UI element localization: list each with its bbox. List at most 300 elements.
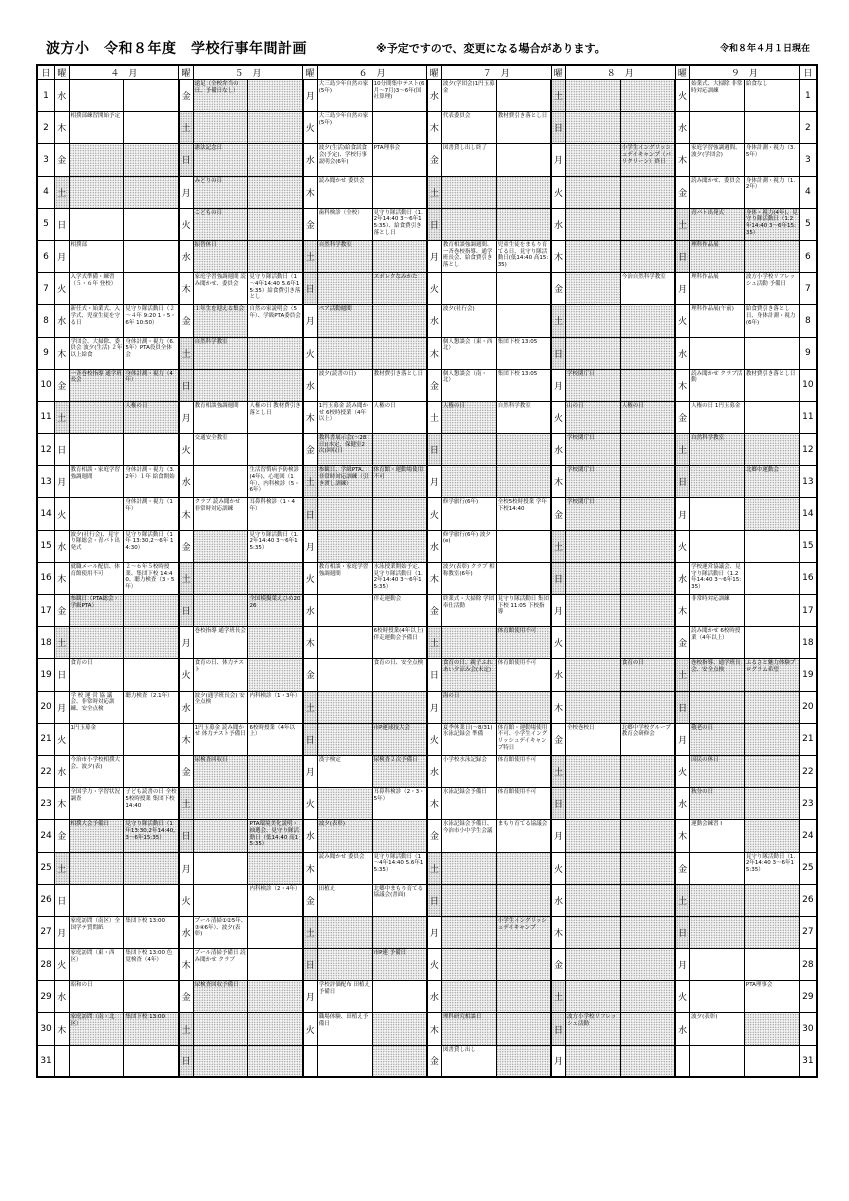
day-number: 20 — [37, 691, 55, 723]
weekday-cell: 木 — [303, 176, 317, 208]
event-cell — [496, 530, 551, 562]
weekday-cell: 金 — [551, 723, 565, 755]
event-cell — [372, 916, 427, 948]
weekday-cell: 土 — [303, 466, 317, 498]
event-cell: 振替休日 — [193, 240, 248, 272]
event-cell: 敬老の日 — [690, 723, 745, 755]
day-row — [37, 981, 817, 1013]
event-cell: 全校5校時授業 学年下校14:40 — [496, 498, 551, 530]
weekday-cell: 月 — [303, 755, 317, 787]
weekday-cell: 土 — [551, 755, 565, 787]
day-number: 2 — [799, 112, 817, 144]
event-cell: 学校運営協議会、見守り隊活動日（1.2年14:40 3～6年15:35） — [690, 562, 745, 594]
day-number: 8 — [37, 305, 55, 337]
day-row — [37, 788, 817, 820]
event-cell — [317, 627, 372, 659]
day-row — [37, 562, 817, 594]
weekday-cell: 木 — [427, 788, 441, 820]
event-cell: 小学生イングリッシュデイキャンプ（バリクリーン）終日 — [620, 144, 675, 176]
day-row — [37, 627, 817, 659]
weekday-cell: 火 — [551, 176, 565, 208]
weekday-cell: 火 — [551, 852, 565, 884]
event-cell: 入学式準備・練習（５・６年 登校） — [69, 273, 124, 305]
event-cell — [372, 434, 427, 466]
day-column-header: 日 — [37, 65, 55, 80]
weekday-cell: 金 — [303, 659, 317, 691]
event-cell — [690, 1045, 745, 1077]
weekday-cell: 金 — [55, 595, 69, 627]
day-number: 26 — [799, 884, 817, 916]
weekday-cell: 日 — [551, 788, 565, 820]
day-row — [37, 144, 817, 176]
day-number: 17 — [799, 595, 817, 627]
event-cell — [317, 949, 372, 981]
day-row — [37, 305, 817, 337]
weekday-cell: 金 — [179, 530, 193, 562]
weekday-cell: 火 — [675, 530, 689, 562]
event-cell — [248, 949, 303, 981]
event-cell — [317, 916, 372, 948]
event-cell — [496, 884, 551, 916]
event-cell: 体育館・運動場使用不可 — [372, 466, 427, 498]
event-cell — [565, 627, 620, 659]
weekday-cell: 金 — [675, 401, 689, 433]
event-cell: 自然科学教室 — [317, 240, 372, 272]
event-cell — [620, 530, 675, 562]
event-cell: 始業式、大掃除 非常時対応訓練 — [690, 80, 745, 112]
event-cell — [496, 80, 551, 112]
event-cell: 小学校水泳記録会 — [441, 755, 496, 787]
weekday-cell: 日 — [179, 369, 193, 401]
event-cell — [620, 498, 675, 530]
event-cell: 波方小学校リフレッシュ活動 予備日 — [744, 273, 799, 305]
event-cell: 波夕(読書の日) — [317, 369, 372, 401]
event-cell — [690, 337, 745, 369]
event-cell: 尿検査回収日 — [193, 755, 248, 787]
day-row — [37, 401, 817, 433]
event-cell — [690, 112, 745, 144]
event-cell: ふるさと魅力体験プログラム希望 — [744, 659, 799, 691]
event-cell: 読み聞かせ、委員会 — [690, 176, 745, 208]
weekday-cell: 金 — [55, 144, 69, 176]
weekday-cell: 日 — [551, 112, 565, 144]
weekday-cell: 金 — [427, 595, 441, 627]
event-cell: クラブ 読み聞かせ 非常時対応訓練 — [193, 498, 248, 530]
weekday-cell: 水 — [427, 530, 441, 562]
event-cell: 参観日（PTA総会・学級PTA） — [69, 595, 124, 627]
event-cell: 大三島少年自然の家(5年) — [317, 80, 372, 112]
event-cell: 自然科学教室 — [193, 337, 248, 369]
event-cell: 水泳授業開始予定、見守り隊活動日（1.2年14:40 3～6年15:35） — [372, 562, 427, 594]
event-cell: 漢字検定 — [317, 755, 372, 787]
event-cell — [372, 691, 427, 723]
event-cell: 家庭訪問（南区）全国学テ質問紙 — [69, 916, 124, 948]
event-cell: 波夕(表彰) — [317, 820, 372, 852]
event-cell: 教材費引き落とし日 — [496, 112, 551, 144]
weekday-cell: 月 — [675, 273, 689, 305]
weekday-cell: 水 — [303, 820, 317, 852]
page-header — [36, 38, 812, 60]
event-cell: 集団下校 13:00 — [124, 916, 179, 948]
event-cell: 波夕(通学班長会) 安全点検 — [193, 691, 248, 723]
event-cell — [193, 820, 248, 852]
weekday-cell: 日 — [303, 949, 317, 981]
event-cell: 新任式・始業式、入学式、児童生徒を守る日 — [69, 305, 124, 337]
weekday-cell: 月 — [675, 723, 689, 755]
weekday-column-header: 曜 — [675, 65, 689, 80]
event-cell: 青パト出発式 — [690, 208, 745, 240]
event-cell: 波方小学校リフレッシュ活動 — [565, 1013, 620, 1045]
event-cell — [248, 659, 303, 691]
weekday-cell: 木 — [427, 1013, 441, 1045]
event-cell: 身体計測・視力（1年） — [124, 498, 179, 530]
weekday-cell: 土 — [179, 337, 193, 369]
event-cell — [317, 788, 372, 820]
event-cell — [124, 176, 179, 208]
event-cell: 図書貸し出し — [441, 1045, 496, 1077]
event-cell — [193, 562, 248, 594]
event-cell: 国民の休日 — [690, 755, 745, 787]
event-cell: 体育館使用不可 — [496, 788, 551, 820]
weekday-cell: 水 — [303, 369, 317, 401]
weekday-cell: 火 — [179, 884, 193, 916]
event-cell: 集団下校 13:05 — [496, 337, 551, 369]
event-cell: 巻校指導 通学班長会 — [193, 627, 248, 659]
day-number: 3 — [799, 144, 817, 176]
weekday-cell — [55, 1045, 69, 1077]
day-number: 19 — [799, 659, 817, 691]
day-number: 20 — [799, 691, 817, 723]
day-number: 28 — [37, 949, 55, 981]
day-number: 7 — [37, 273, 55, 305]
event-cell — [496, 1045, 551, 1077]
event-cell: 生活習慣病予防検診(4年)、心電図（1年）、内科検診（5・6年） — [248, 466, 303, 498]
day-row — [37, 498, 817, 530]
event-cell: 体育館使用不可 — [496, 627, 551, 659]
event-cell — [496, 273, 551, 305]
event-cell — [441, 273, 496, 305]
event-cell: 尿検査２次予備日 — [372, 755, 427, 787]
day-number: 24 — [799, 820, 817, 852]
event-cell: 集団下校 13:05 — [496, 369, 551, 401]
event-cell — [124, 434, 179, 466]
event-cell — [372, 981, 427, 1013]
weekday-cell: 金 — [303, 434, 317, 466]
weekday-cell: 木 — [675, 369, 689, 401]
weekday-cell: 日 — [303, 273, 317, 305]
day-row — [37, 337, 817, 369]
event-cell — [69, 144, 124, 176]
month-header: ６ 月 — [317, 65, 427, 80]
weekday-cell: 木 — [303, 627, 317, 659]
day-row — [37, 240, 817, 272]
weekday-cell: 金 — [427, 369, 441, 401]
event-cell — [744, 112, 799, 144]
weekday-cell: 水 — [427, 305, 441, 337]
event-cell — [441, 627, 496, 659]
event-cell: 巻校指導、通学班長会、安全点検 — [690, 659, 745, 691]
weekday-cell: 日 — [179, 144, 193, 176]
weekday-cell: 日 — [427, 884, 441, 916]
weekday-cell: 土 — [551, 530, 565, 562]
event-cell: 6校時授業(4年以上) 伴走運動会予備日 — [372, 627, 427, 659]
event-cell: 市P運球技大会 — [372, 723, 427, 755]
event-cell — [496, 981, 551, 1013]
day-row — [37, 723, 817, 755]
weekday-cell: 月 — [303, 305, 317, 337]
weekday-cell: 金 — [179, 755, 193, 787]
event-cell: ペア活動週間 — [317, 305, 372, 337]
event-cell — [744, 434, 799, 466]
event-cell — [193, 466, 248, 498]
event-cell — [372, 820, 427, 852]
day-number: 7 — [799, 273, 817, 305]
day-row — [37, 1045, 817, 1077]
day-number: 26 — [37, 884, 55, 916]
day-number: 18 — [799, 627, 817, 659]
change-note: ※予定ですので、変更になる場合があります。 — [376, 42, 606, 55]
weekday-cell: 日 — [427, 434, 441, 466]
weekday-cell: 日 — [427, 208, 441, 240]
event-cell: 終業式・大掃除 学団奉仕活動 — [441, 595, 496, 627]
event-cell — [496, 562, 551, 594]
event-cell: 内科検診（2・4年） — [248, 884, 303, 916]
event-cell — [620, 369, 675, 401]
weekday-cell: 金 — [55, 820, 69, 852]
event-cell — [744, 916, 799, 948]
weekday-cell: 火 — [179, 659, 193, 691]
day-number: 13 — [37, 466, 55, 498]
event-cell: 学校閉庁日 — [565, 498, 620, 530]
weekday-cell: 火 — [55, 498, 69, 530]
event-cell: 身体計測・視力（1.2年） — [744, 176, 799, 208]
event-cell: 食育の日、体力テスト — [193, 659, 248, 691]
event-cell — [620, 337, 675, 369]
event-cell — [69, 401, 124, 433]
event-cell: 学 校 運 営 協 議会、非常時対応訓練、安全点検 — [69, 691, 124, 723]
event-cell: 子ども読書の日 全校5校時授業 集団下校14:40 — [124, 788, 179, 820]
event-cell: 非常時対応訓練 — [690, 595, 745, 627]
event-cell: 全国学力・学習状況調査 — [69, 788, 124, 820]
event-cell — [317, 273, 372, 305]
event-cell — [565, 820, 620, 852]
event-cell — [248, 369, 303, 401]
event-cell: 身体計測・視力（3.2年）１年 給食開始 — [124, 466, 179, 498]
event-cell: 波夕(表彰) — [690, 1013, 745, 1045]
weekday-cell: 火 — [551, 627, 565, 659]
weekday-cell: 火 — [55, 723, 69, 755]
event-cell: 波夕(社行会)、見守り隊総会・青パト出発式 — [69, 530, 124, 562]
event-cell — [744, 884, 799, 916]
month-header: ４ 月 — [69, 65, 179, 80]
weekday-cell: 金 — [427, 144, 441, 176]
weekday-cell: 金 — [551, 949, 565, 981]
event-cell: 10分間集中テスト(6月～7月)3～6年(国社算理) — [372, 80, 427, 112]
weekday-cell: 木 — [427, 337, 441, 369]
event-cell: PTA環境美化説明・抽選会、見守り隊活動日（低14:40 高15:35） — [248, 820, 303, 852]
event-cell: 見守り隊活動日（２～４年 9:20 1・5・6年 10:50） — [124, 305, 179, 337]
event-cell — [372, 112, 427, 144]
weekday-cell: 日 — [675, 691, 689, 723]
day-number: 27 — [799, 916, 817, 948]
event-cell — [565, 788, 620, 820]
event-cell: 理科作品展(午前) — [690, 305, 745, 337]
weekday-cell: 木 — [303, 401, 317, 433]
event-cell — [193, 530, 248, 562]
day-number: 4 — [799, 176, 817, 208]
event-cell — [124, 273, 179, 305]
month-header: ７ 月 — [441, 65, 551, 80]
event-cell: 家庭学習強調週間、波夕(学団会) — [690, 144, 745, 176]
day-number: 24 — [37, 820, 55, 852]
event-cell: 身体計測・視力（3.5年） — [744, 144, 799, 176]
event-cell: 見守り隊活動日 集団下校 11:05 下校指導 — [496, 595, 551, 627]
event-cell: 理科研究相談日 — [441, 1013, 496, 1045]
weekday-cell: 月 — [303, 530, 317, 562]
event-cell — [69, 208, 124, 240]
weekday-cell: 月 — [303, 80, 317, 112]
event-cell — [620, 884, 675, 916]
day-column-header: 日 — [799, 65, 817, 80]
weekday-cell: 土 — [55, 176, 69, 208]
weekday-cell: 土 — [179, 562, 193, 594]
day-number: 21 — [37, 723, 55, 755]
event-cell — [620, 562, 675, 594]
event-cell: 児童生徒をまもり育てる日、見守り隊活動日(低14:40 高15:35) — [496, 240, 551, 272]
weekday-cell: 火 — [179, 434, 193, 466]
day-row — [37, 659, 817, 691]
event-cell — [690, 884, 745, 916]
event-cell — [248, 1045, 303, 1077]
day-row — [37, 884, 817, 916]
event-cell: 自然の家説明会（5年）、学級PTA委員会 — [248, 305, 303, 337]
event-cell: 家庭訪問（東・西区） — [69, 949, 124, 981]
weekday-cell: 金 — [675, 176, 689, 208]
weekday-cell: 月 — [179, 627, 193, 659]
weekday-cell: 月 — [675, 949, 689, 981]
event-cell: ２～６年５校時授業、集団下校 14:40、聴力検査（3・5年） — [124, 562, 179, 594]
weekday-cell — [675, 1045, 689, 1077]
weekday-cell: 水 — [675, 1013, 689, 1045]
weekday-cell: 水 — [179, 691, 193, 723]
event-cell — [193, 788, 248, 820]
weekday-cell: 土 — [427, 176, 441, 208]
event-cell — [124, 659, 179, 691]
day-number: 16 — [37, 562, 55, 594]
weekday-cell: 土 — [303, 916, 317, 948]
event-cell: 1円玉募金 読み聞かせ 6校時授業（4年以上） — [317, 401, 372, 433]
event-cell — [69, 1045, 124, 1077]
weekday-cell: 木 — [675, 144, 689, 176]
day-number: 6 — [37, 240, 55, 272]
event-cell: 伴走運動会 — [372, 595, 427, 627]
weekday-cell: 日 — [55, 884, 69, 916]
event-cell: 遠足（全校弁当の日、予備日なし） — [193, 80, 248, 112]
weekday-cell: 水 — [675, 112, 689, 144]
event-cell: 夏季休業日(～8/31) 水泳記録会 準備 — [441, 723, 496, 755]
event-cell — [620, 466, 675, 498]
event-cell: 北郷中運動会 — [744, 466, 799, 498]
day-number: 25 — [37, 852, 55, 884]
weekday-cell: 月 — [427, 916, 441, 948]
event-cell: PTA理事会 — [744, 981, 799, 1013]
event-cell: 6校時授業（4年以上） — [248, 723, 303, 755]
event-cell — [248, 627, 303, 659]
event-cell — [124, 1045, 179, 1077]
event-cell: 読み聞かせ 委員会 — [317, 852, 372, 884]
event-cell — [124, 884, 179, 916]
weekday-cell: 水 — [179, 916, 193, 948]
event-cell — [744, 595, 799, 627]
day-number: 17 — [37, 595, 55, 627]
event-cell — [441, 916, 496, 948]
page-title: 波方小 令和８年度 学校行事年間計画 — [46, 41, 307, 57]
weekday-cell: 火 — [675, 755, 689, 787]
event-cell: 代表委員会 — [441, 112, 496, 144]
weekday-cell: 水 — [675, 337, 689, 369]
weekday-cell: 月 — [55, 240, 69, 272]
event-cell: 全校巻校日 — [565, 723, 620, 755]
event-cell: 集団下校 13:00 — [124, 1013, 179, 1045]
event-cell — [690, 852, 745, 884]
event-cell: 見守り隊活動日（1.2年14:40 3～6年15:35） — [248, 530, 303, 562]
weekday-cell: 火 — [303, 1013, 317, 1045]
event-cell: 人権の日 教材費引き落とし日 — [248, 401, 303, 433]
event-cell — [124, 852, 179, 884]
day-number: 31 — [37, 1045, 55, 1077]
weekday-cell: 日 — [675, 916, 689, 948]
weekday-cell: 土 — [675, 434, 689, 466]
event-cell — [317, 530, 372, 562]
day-row — [37, 755, 817, 787]
event-cell: 給食なし — [744, 80, 799, 112]
weekday-cell: 土 — [551, 981, 565, 1013]
event-cell — [248, 176, 303, 208]
event-cell — [565, 595, 620, 627]
weekday-cell: 木 — [179, 273, 193, 305]
event-cell — [372, 530, 427, 562]
weekday-cell: 月 — [551, 1045, 565, 1077]
event-cell: 人権の日 — [124, 401, 179, 433]
weekday-cell: 月 — [55, 466, 69, 498]
weekday-cell: 日 — [179, 1045, 193, 1077]
event-cell — [496, 176, 551, 208]
event-cell: 全国模擬葉えひめ2026 — [248, 595, 303, 627]
weekday-cell: 土 — [675, 659, 689, 691]
weekday-column-header: 曜 — [55, 65, 69, 80]
day-number: 9 — [799, 337, 817, 369]
event-cell — [248, 852, 303, 884]
event-cell: 1円玉募金 読み聞かせ 体力テスト予備日 — [193, 723, 248, 755]
event-cell — [565, 659, 620, 691]
event-cell: 教科書展示会(～28日)(本定、保健室2次)回収日 — [317, 434, 372, 466]
weekday-cell: 土 — [427, 852, 441, 884]
event-cell: 聴力検査（2.1年） — [124, 691, 179, 723]
weekday-cell: 月 — [55, 916, 69, 948]
event-cell — [317, 337, 372, 369]
day-row — [37, 1013, 817, 1045]
event-cell — [69, 884, 124, 916]
event-cell — [565, 949, 620, 981]
event-cell: 尿検査回収予備日 — [193, 981, 248, 1013]
weekday-cell: 水 — [179, 466, 193, 498]
event-cell — [565, 691, 620, 723]
day-row — [37, 434, 817, 466]
event-cell: 1円玉募金 — [69, 723, 124, 755]
event-cell: 読み聞かせ 6校時授業（4年以上） — [690, 627, 745, 659]
weekday-cell: 火 — [303, 562, 317, 594]
day-number: 15 — [799, 530, 817, 562]
